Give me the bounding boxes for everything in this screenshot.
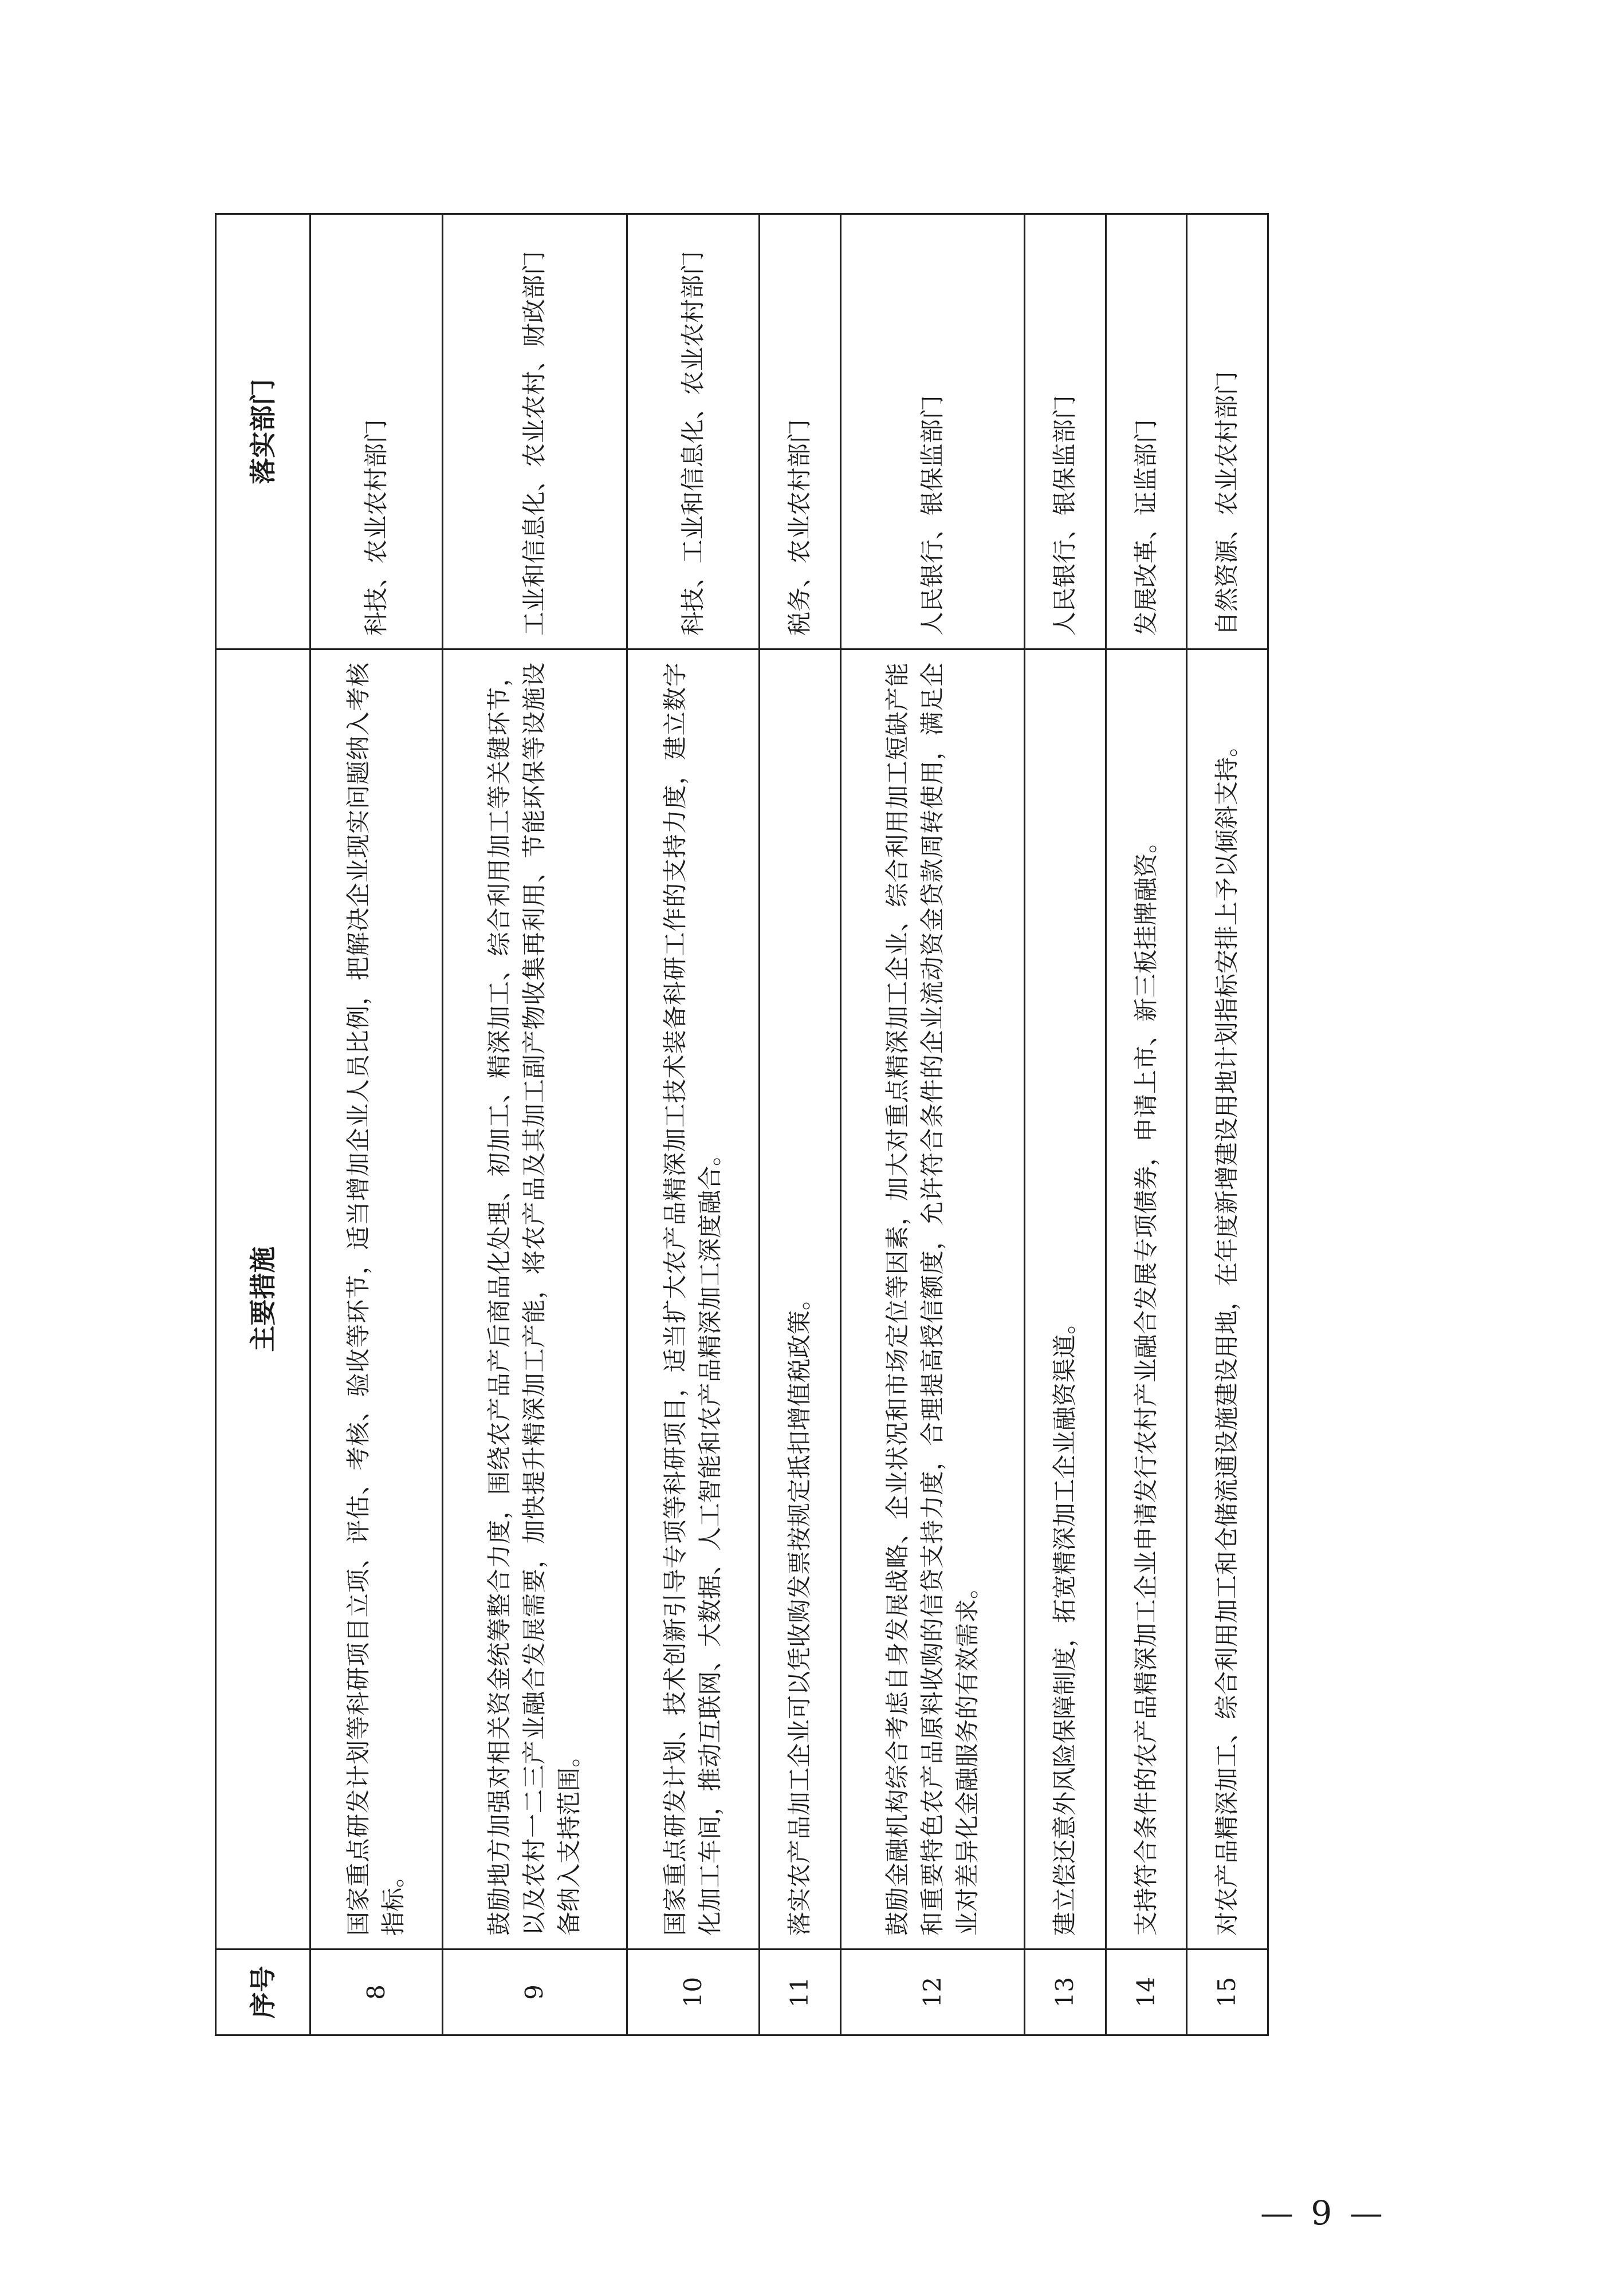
row-measure-cell: 国家重点研发计划、技术创新引导专项等科研项目，适当扩大农产品精深加工技术装备科研工作的支持力度，建立数字化加工车间，推动互联网、大数据、人工智能和农产品精深加工深度融合。 — [627, 649, 759, 1950]
row-measure-cell: 鼓励金融机构综合考虑自身发展战略、企业状况和市场定位等因素，加大对重点精深加工企业、综合利用加工短缺产能和重要特色农产品原料收购的信贷支持力度，合理提高授信额度，允许符合条件的企业流动资金贷款周转使用，满足企业对差异化金融服务的有效需求。 — [840, 649, 1024, 1950]
row-dept-cell: 工业和信息化、农业农村、财政部门 — [443, 214, 627, 649]
row-dept-cell: 科技、工业和信息化、农业农村部门 — [627, 214, 759, 649]
page-number: — 9 — — [1260, 2193, 1386, 2232]
row-number-cell: 14 — [1106, 1950, 1187, 2035]
row-number-cell: 8 — [310, 1950, 443, 2035]
row-measure-cell: 国家重点研发计划等科研项目立项、评估、考核、验收等环节，适当增加企业人员比例，把解决企业现实问题纳入考核指标。 — [310, 649, 443, 1950]
row-measure-cell: 落实农产品加工企业可以凭收购发票按规定抵扣增值税政策。 — [760, 649, 841, 1950]
table-row — [310, 214, 443, 2035]
row-dept-cell: 科技、农业农村部门 — [310, 214, 443, 649]
row-number-cell: 12 — [840, 1950, 1024, 2035]
row-number-cell: 9 — [443, 1950, 627, 2035]
row-measure-cell: 支持符合条件的农产品精深加工企业申请发行农村产业融合发展专项债券，申请上市、新三板挂牌融资。 — [1106, 649, 1187, 1950]
row-measure-cell: 鼓励地方加强对相关资金统筹整合力度，围绕农产品产后商品化处理、初加工、精深加工、综合利用加工等关键环节，以及农村一二三产业融合发展需要，加快提升精深加工产能，将农产品及其加工副产物收集再利用、节能环保等设施设备纳入支持范围。 — [443, 649, 627, 1950]
row-dept-cell: 发展改革、证监部门 — [1106, 214, 1187, 649]
table-row — [840, 214, 1024, 2035]
table-header-row — [216, 214, 310, 2035]
row-number-cell: 10 — [627, 1950, 759, 2035]
row-dept-cell: 税务、农业农村部门 — [760, 214, 841, 649]
header-dept: 落实部门 — [216, 214, 310, 649]
header-measure: 主要措施 — [216, 649, 310, 1950]
row-dept-cell: 人民银行、银保监部门 — [1025, 214, 1106, 649]
table-row — [760, 214, 841, 2035]
row-dept-cell: 自然资源、农业农村部门 — [1187, 214, 1268, 649]
table-body — [310, 214, 1268, 2035]
header-num: 序号 — [216, 1950, 310, 2035]
table-row — [627, 214, 759, 2035]
table-row — [1106, 214, 1187, 2035]
policy-table-rotated — [215, 215, 1269, 2036]
policy-table — [215, 213, 1269, 2036]
table-row — [443, 214, 627, 2035]
row-measure-cell: 建立偿还意外风险保障制度，拓宽精深加工企业融资渠道。 — [1025, 649, 1106, 1950]
row-measure-cell: 对农产品精深加工、综合利用加工和仓储流通设施建设用地，在年度新增建设用地计划指标安排上予以倾斜支持。 — [1187, 649, 1268, 1950]
row-number-cell: 15 — [1187, 1950, 1268, 2035]
row-number-cell: 13 — [1025, 1950, 1106, 2035]
table-row — [1187, 214, 1268, 2035]
row-number-cell: 11 — [760, 1950, 841, 2035]
row-dept-cell: 人民银行、银保监部门 — [840, 214, 1024, 649]
table-row — [1025, 214, 1106, 2035]
